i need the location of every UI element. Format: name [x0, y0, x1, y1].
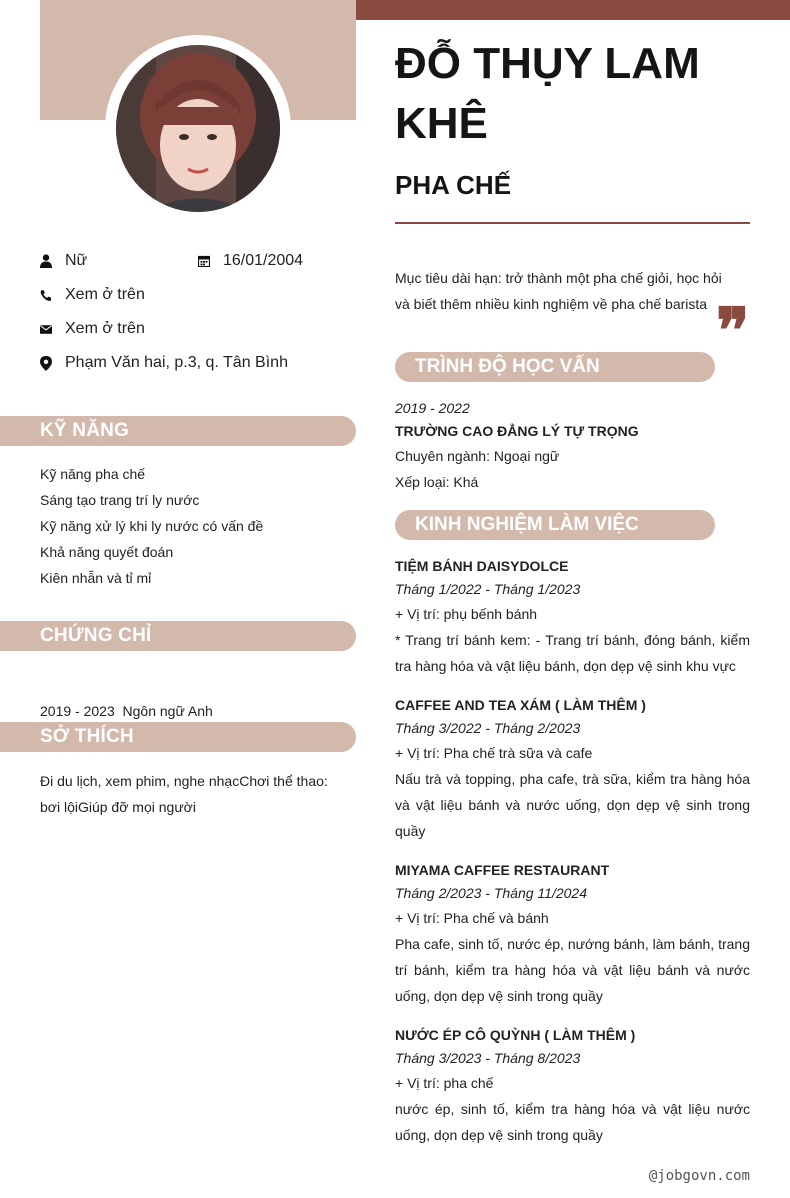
address-value: Phạm Văn hai, p.3, q. Tân Bình	[65, 354, 288, 371]
list-item: Kỹ năng pha chế	[40, 466, 146, 482]
email-icon	[40, 322, 52, 336]
job-title: PHA CHẾ	[395, 170, 512, 200]
skills-heading-band	[0, 416, 356, 446]
job-position: + Vị trí: Pha chế trà sữa và cafe	[395, 745, 593, 761]
education-heading-band	[395, 352, 715, 382]
skills-heading: KỸ NĂNG	[40, 420, 130, 441]
birthdate-row	[198, 249, 303, 273]
avatar	[116, 45, 280, 212]
address-row	[40, 351, 288, 375]
job-description: nước ép, sinh tố, kiểm tra hàng hóa và vật liệu nước uống, dọn dẹp vệ sinh trong quầy	[395, 1101, 750, 1143]
certificates-heading: CHỨNG CHỈ	[40, 625, 152, 646]
job-description: * Trang trí bánh kem: - Trang trí bánh, đóng bánh, kiểm tra hàng hóa và vật liệu bánh, dọn dẹp vệ sinh khu vực	[395, 632, 750, 674]
education-period: 2019 - 2022	[395, 400, 470, 416]
calendar-icon	[198, 254, 210, 268]
job-period: Tháng 3/2023 - Tháng 8/2023	[395, 1050, 581, 1066]
phone-value: Xem ở trên	[65, 286, 145, 303]
job-company: CAFFEE AND TEA XÁM ( LÀM THÊM )	[395, 697, 646, 713]
education-grade: Xếp loại: Khá	[395, 474, 479, 490]
education-school: TRƯỜNG CAO ĐẲNG LÝ TỰ TRỌNG	[395, 423, 639, 439]
list-item: Kỹ năng xử lý khi ly nước có vấn đề	[40, 518, 264, 534]
job-company: NƯỚC ÉP CÔ QUỲNH ( LÀM THÊM )	[395, 1027, 636, 1043]
title-divider	[395, 222, 750, 224]
quote-icon: ❞	[716, 294, 750, 367]
job-period: Tháng 3/2022 - Tháng 2/2023	[395, 720, 581, 736]
phone-icon	[40, 288, 52, 302]
experience-heading-band	[395, 510, 715, 540]
job-period: Tháng 2/2023 - Tháng 11/2024	[395, 885, 588, 901]
candidate-name: ĐỖ THỤY LAM KHÊ	[395, 39, 700, 148]
experience-heading: KINH NGHIỆM LÀM VIỆC	[415, 514, 639, 535]
top-accent-bar	[356, 0, 790, 20]
job-company: MIYAMA CAFFEE RESTAURANT	[395, 862, 610, 878]
job-description: Nấu trà và topping, pha cafe, trà sữa, kiểm tra hàng hóa và vật liệu bánh và nước uống, dọn dẹp vệ sinh trong quầy	[395, 771, 750, 839]
list-item: Khả năng quyết đoán	[40, 544, 174, 560]
skills-list	[40, 461, 350, 591]
job-position: + Vị trí: pha chế	[395, 1075, 494, 1091]
list-item: Sáng tạo trang trí ly nước	[40, 492, 200, 508]
email-row	[40, 317, 145, 341]
hobbies-text: Đi du lịch, xem phim, nghe nhạcChơi thể thao: bơi lộiGiúp đỡ mọi người	[40, 773, 328, 815]
list-item: Kiên nhẫn và tỉ mỉ	[40, 570, 152, 586]
phone-row	[40, 283, 145, 307]
list-item: 2019 - 2023 Ngôn ngữ Anh	[40, 703, 213, 719]
hobbies-heading: SỞ THÍCH	[40, 726, 134, 747]
education-heading: TRÌNH ĐỘ HỌC VẤN	[415, 356, 600, 377]
email-value: Xem ở trên	[65, 320, 145, 337]
hobbies-heading-band	[0, 722, 356, 752]
job-position: + Vị trí: Pha chế và bánh	[395, 910, 549, 926]
job-position: + Vị trí: phụ bếnh bánh	[395, 606, 538, 622]
job-company: TIỆM BÁNH DAISYDOLCE	[395, 558, 569, 574]
career-objective: Mục tiêu dài hạn: trở thành một pha chế giỏi, học hỏi và biết thêm nhiều kinh nghiệm về pha chế barista	[395, 270, 722, 312]
gender-row	[40, 249, 87, 273]
person-icon	[40, 254, 52, 268]
job-description: Pha cafe, sinh tố, nước ép, nướng bánh, làm bánh, trang trí bánh, kiểm tra hàng hóa và vật liệu bánh và nước uống, dọn dẹp vệ sinh trong quầy	[395, 936, 750, 1004]
gender-value: Nữ	[65, 252, 88, 269]
birthdate-value: 16/01/2004	[223, 252, 304, 269]
certificates-heading-band	[0, 621, 356, 651]
location-icon	[40, 356, 52, 370]
education-major: Chuyên ngành: Ngoại ngữ	[395, 448, 560, 464]
footer-watermark: @jobgovn.com	[648, 1168, 750, 1184]
job-period: Tháng 1/2022 - Tháng 1/2023	[395, 581, 581, 597]
